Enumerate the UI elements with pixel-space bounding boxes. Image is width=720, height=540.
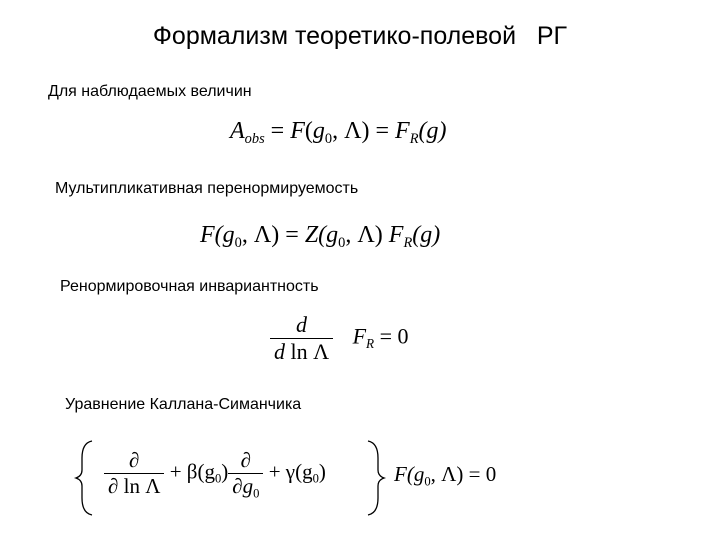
eq4-plus-beta: + β(g [164,459,215,484]
label-multiplicative: Мультипликативная перенормируемость [55,180,359,197]
eq1-eq: = [264,118,291,144]
eq1-gR: (g) [418,118,447,144]
eq1-zero: 0 [324,131,333,148]
eq4-zero-c: 0 [312,471,319,486]
equation-callan-symanzik [104,448,326,499]
eq1-mid: , Λ) = [332,118,396,144]
eq3-rhs: = 0 [374,323,409,349]
eq2-g: (g) [412,222,441,248]
eq1-lp: ( [304,118,313,144]
right-brace [368,441,384,515]
eq4-frac2 [228,448,263,499]
eq2-F: F [200,222,215,248]
eq1-R: R [409,131,419,148]
eq4-frac1-num: ∂ [129,448,140,472]
eq3-R: R [366,336,375,352]
eq2-lam1: , Λ) = [241,222,305,248]
eq4-zero-d: 0 [424,474,431,489]
eq2-g0b: (g [318,222,339,248]
eq2-g0a: (g [214,222,235,248]
label-invariance: Ренормировочная инвариантность [60,278,319,295]
eq4-frac1-den: ∂ ln Λ [104,473,164,499]
label-observables: Для наблюдаемых величин [48,83,252,100]
eq1-F: F [290,118,305,144]
eq3-den-ln: ln Λ [285,339,330,364]
eq4-frac1 [104,448,164,499]
eq4-tail: , Λ) = 0 [430,462,497,486]
eq4-frac2-den-text: ∂g [232,474,254,498]
eq4-F: F(g [394,462,425,486]
eq1-obs: obs [244,131,265,148]
label-cs-equation: Уравнение Каллана-Симанчика [65,396,302,413]
eq4-frac2-den [228,473,263,499]
eq3-den-d: d [274,339,285,364]
eq2-R: R [403,235,413,252]
eq1-g: g [312,118,325,144]
eq4-zero-b: 0 [253,486,260,501]
eq2-Z: Z [304,222,319,248]
eq3-num: d [296,312,308,337]
eq4-zero-a: 0 [214,471,222,486]
eq4-close-a: ) [221,459,229,484]
eq1-A: A [230,118,245,144]
eq2-zero2: 0 [338,235,346,252]
equation-cs-rhs [394,462,496,487]
eq2-zero1: 0 [234,235,242,252]
eq2-FR: F [388,222,404,248]
eq4-plus-gamma: + γ(g [263,459,313,484]
slide-title: Формализм теоретико-полевой РГ [152,22,568,50]
eq3-F: F [352,323,367,349]
eq4-frac2-num: ∂ [240,448,252,472]
eq2-lam2: , Λ) [345,222,389,248]
left-brace [76,441,92,515]
eq1-FR: F [395,118,410,144]
eq4-close-c: ) [318,459,326,484]
